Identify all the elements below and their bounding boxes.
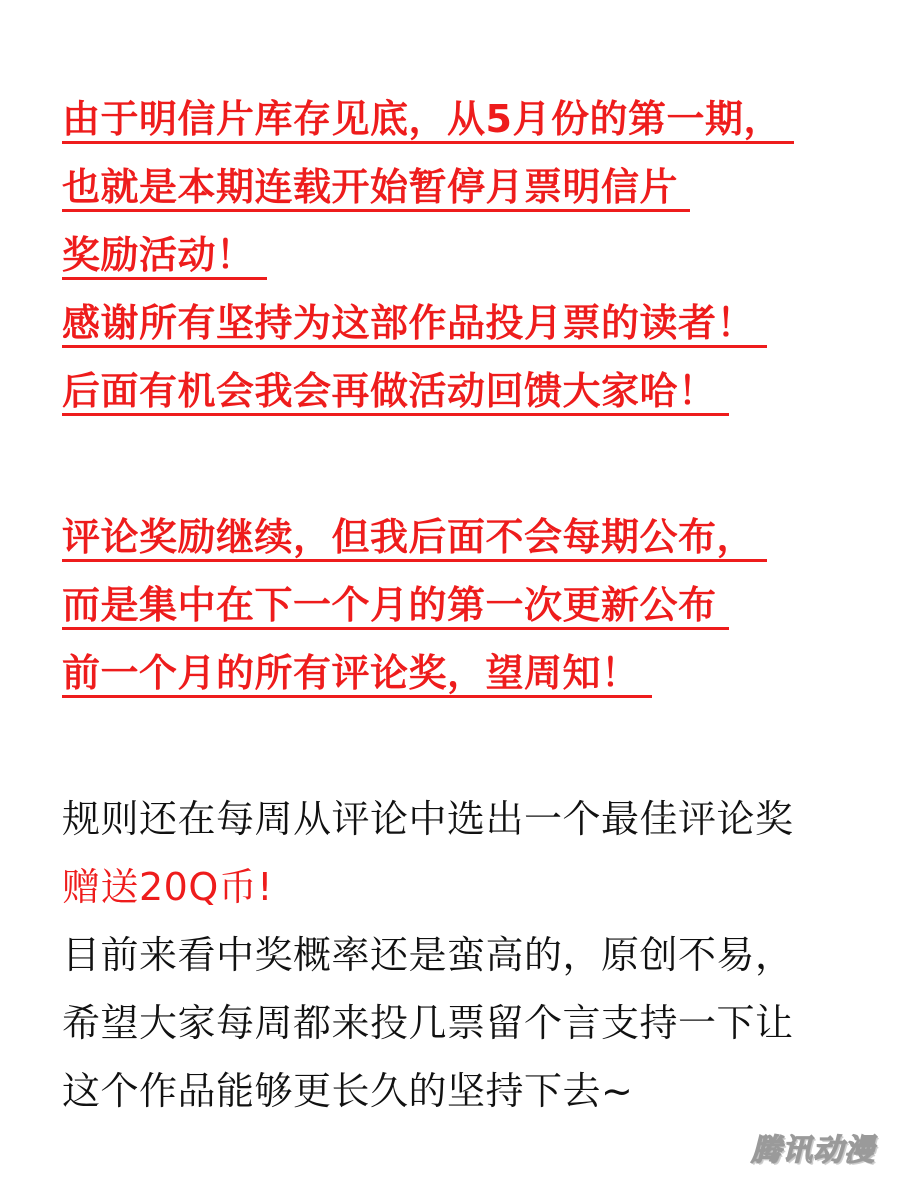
notice-line: 后面有机会我会再做活动回馈大家哈！ <box>62 367 729 415</box>
info-line: 目前来看中奖概率还是蛮高的，原创不易， <box>62 933 794 977</box>
rule-line: 规则还在每周从评论中选出一个最佳评论奖 <box>62 797 794 841</box>
notice-line: 由于明信片库存见底，从5月份的第一期， <box>62 95 794 143</box>
tencent-comic-watermark: 腾讯动漫 <box>751 1133 875 1168</box>
reward-line: 赠送20Q币! <box>62 865 273 909</box>
notice-line: 而是集中在下一个月的第一次更新公布 <box>62 581 729 629</box>
info-line: 这个作品能够更长久的坚持下去~ <box>62 1069 634 1113</box>
notice-line: 评论奖励继续，但我后面不会每期公布， <box>62 513 767 561</box>
notice-line: 也就是本期连载开始暂停月票明信片 <box>62 163 690 211</box>
notice-line: 奖励活动！ <box>62 231 267 279</box>
notice-line: 感谢所有坚持为这部作品投月票的读者！ <box>62 299 767 347</box>
info-line: 希望大家每周都来投几票留个言支持一下让 <box>62 1001 794 1045</box>
notice-line: 前一个月的所有评论奖，望周知！ <box>62 649 652 697</box>
